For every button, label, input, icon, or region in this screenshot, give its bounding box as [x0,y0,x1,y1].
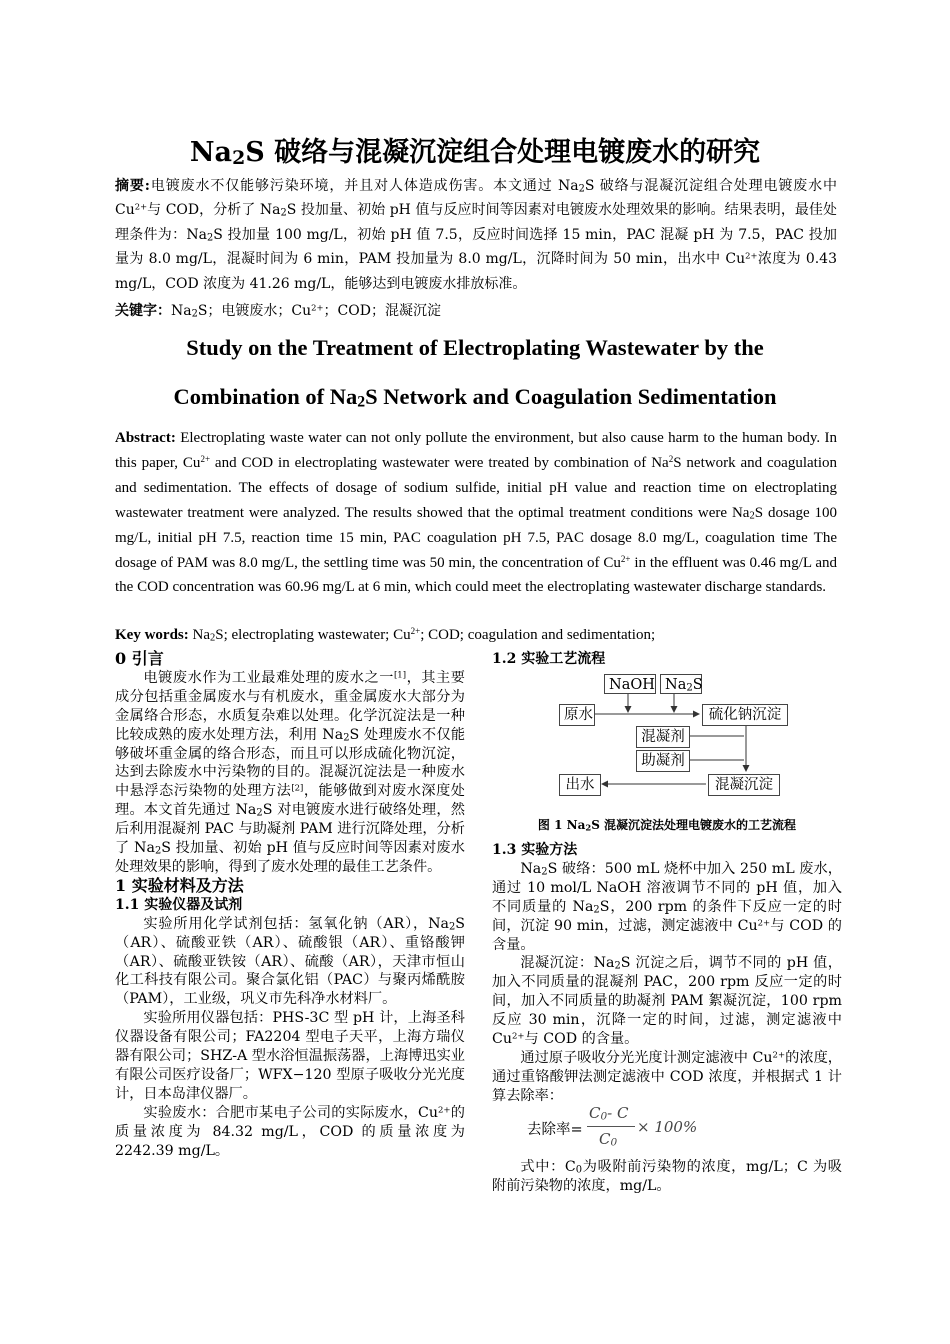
formula-lhs: 去除率= [527,1122,583,1138]
naoh-box: NaOH [604,674,656,694]
subsection-heading-instruments: 1.1 实验仪器及试剂 [115,896,243,913]
effluent-box: 出水 [559,774,601,796]
instruments-paragraph: 实验所用仪器包括：PHS-3C 型 pH 计，上海圣科仪器设备有限公司；FA2204 型电子天平，上海方瑞仪器有限公司；SHZ-A 型水浴恒温振荡器，上海博迅实业有限公司医疗设备厂；WFX−120 型原子吸收分光光度计，日本岛津仪器厂。 [115,1010,465,1102]
chinese-keywords: 关键字：$Na_2S$；电镀废水；$Cu^{2+}$；COD；混凝沉淀 [115,302,441,320]
figure-caption: 图 1 $Na_2S$ 混凝沉淀法处理电镀废水的工艺流程 [537,818,797,833]
chinese-abstract: 摘要:电镀废水不仅能够污染环境，并且对人体造成伤害。本文通过 $Na_2S$ 破络与混凝沉淀组合处理电镀废水中 $Cu^{2+}$与 COD，分析了 $Na_2S$ 投加量、初始 pH 值与反应时间等因素对电镀废水处理效果的影响。结果表明，最佳处理条件为：$Na_2S$ 投加量 100 mg/L，初始 pH 值 7.5，反应时间选择 15 min，PAC 混凝 pH 为 7.5，PAC 投加量为 8.0 mg/L，混凝时间为 6 min，PAM 投加量为 8.0 mg/L，沉降时间为 50 min，出水中 $Cu^{2+}$浓度为 0.43 mg/L，COD 浓度为 41.26 mg/L，能够达到电镀废水排放标准。 [115,178,838,292]
subsection-heading-methods: 1.3 实验方法 [492,842,578,858]
raw-water-box: 原水 [559,704,595,726]
formula-denominator: $C_0$ [599,1130,618,1149]
intro-paragraph: 电镀废水作为工业最难处理的废水之一[1]，其主要成分包括重金属废水与有机废水，重金属废水大部分为金属络合形态，水质复杂难以处理。化学沉淀法是一种比较成熟的废水处理方法，利用 $Na_2S$ 处理废水不仅能够破坏重金属的络合形态，而且可以形成硫化物沉淀，达到去除废水中污染物的目的。混凝沉淀法是一种废水中悬浮态污染物的处理方法[2]，能够做到对废水深度处理。本文首先通过 $Na_2S$ 对电镀废水进行破络处理，然后利用混凝剂 PAC 与助凝剂 PAM 进行沉降处理，分析了 $Na_2S$ 投加量、初始 pH 值与反应时间等因素对废水处理效果的影响，得到了废水处理的最佳工艺条件。 [115,669,466,875]
reagents-paragraph: 实验所用化学试剂包括：氢氧化钠（AR），$Na_2S(AR)$、硫酸亚铁（AR）、硫酸银（AR）、重铬酸钾（AR）、硫酸亚铁铵（AR）、硫酸（AR），天津市恒山化工科技有限公司。聚合氯化铝（PAC）与聚丙烯酰胺（PAM），工业级，巩义市先科净水材料厂。 [115,915,465,1008]
sulfide-precipitation-box: 硫化钠沉淀 [702,704,788,726]
abstract-label: 摘要: [115,178,150,194]
section-heading-intro: 0 引言 [115,649,164,668]
formula-numerator: $C_0-$ C [589,1104,629,1123]
process-flow-diagram [556,674,792,800]
wastewater-paragraph: 实验废水：合肥市某电子公司的实际废水，$Cu^{2+}$的质量浓度为 84.32 mg/L，COD 的质量浓度为 2242.39 mg/L。 [115,1104,465,1159]
formula-times: × 100% [637,1118,698,1136]
subsection-heading-flow: 1.2 实验工艺流程 [492,651,606,667]
coagulant-aid-box: 助凝剂 [636,750,690,772]
method-paragraph-3: 通过原子吸收分光光度计测定滤液中 $Cu^{2+}$的浓度，通过重铬酸钾法测定滤液中 COD 浓度，并根据式 1 计算去除率： [492,1049,842,1104]
coagulant-box: 混凝剂 [636,726,690,748]
method-paragraph-1: $Na_2S$ 破络：500 mL 烧杯中加入 250 mL 废水，通过 10 mol/L NaOH 溶液调节不同的 pH 值，加入不同质量的 $Na_2S$，200 rpm 的条件下反应一定的时间，沉淀 90 min，过滤，测定滤液中 $Cu^{2+}$与 COD 的含量。 [492,860,842,953]
fraction-line [587,1126,635,1127]
removal-rate-formula [527,1104,827,1154]
na2s-box: $Na_2S$ [660,674,702,694]
coagulation-sedimentation-box: 混凝沉淀 [708,774,780,796]
chinese-title: $Na_2S$ 破络与混凝沉淀组合处理电镀废水的研究 [189,137,761,169]
english-title-line1: Study on the Treatment of Electroplating Wastewater by the [186,335,764,360]
section-heading-materials: 1 实验材料及方法 [115,875,244,895]
right-column-methods [492,841,842,1106]
english-title-line2: Combination of $Na_2S$ Network and Coagulation Sedimentation [173,384,777,411]
english-abstract: Abstract: Electroplating waste water can not only pollute the environment, but also cause harm to the human body. In this paper, $Cu^{2+}$ and COD in electroplating wastewater were treated by combination of Na$^2$S network and coagulation and sedimentation. The effects of dosage of sodium sulfide, initial pH value and reaction time on electroplating wastewater treatment were analyzed. The results showed that the optimal treatment conditions were $Na_2S$ dosage 100 mg/L, initial pH 7.5, reaction time 15 min, PAC coagulation pH 7.5, PAC dosage 8.0 mg/L, coagulation time The dosage of PAM was 8.0 mg/L, the settling time was 50 min, the concentration of $Cu^{2+}$ in the effluent was 0.46 mg/L and the COD concentration was 60.96 mg/L at 6 min, which could meet the electroplating wastewater discharge standards. [115,430,838,596]
english-keywords: Key words: $Na_2S$; electroplating wastewater; $Cu^{2+}$; COD; coagulation and sedimentation; [115,626,656,644]
left-column [115,650,465,1160]
formula-explanation: 式中：$C_0$为吸附前污染物的浓度，mg/L；C 为吸附前污染物的浓度，mg/L。 [492,1159,842,1194]
method-paragraph-2: 混凝沉淀：$Na_2S$ 沉淀之后，调节不同的 pH 值，加入不同质量的混凝剂 PAC，200 rpm 反应一定的时间，加入不同质量的助凝剂 PAM 絮凝沉淀，100 rpm 反应 30 min，沉降一定的时间，过滤，测定滤液中 $Cu^{2+}$与 COD 的含量。 [492,955,842,1048]
